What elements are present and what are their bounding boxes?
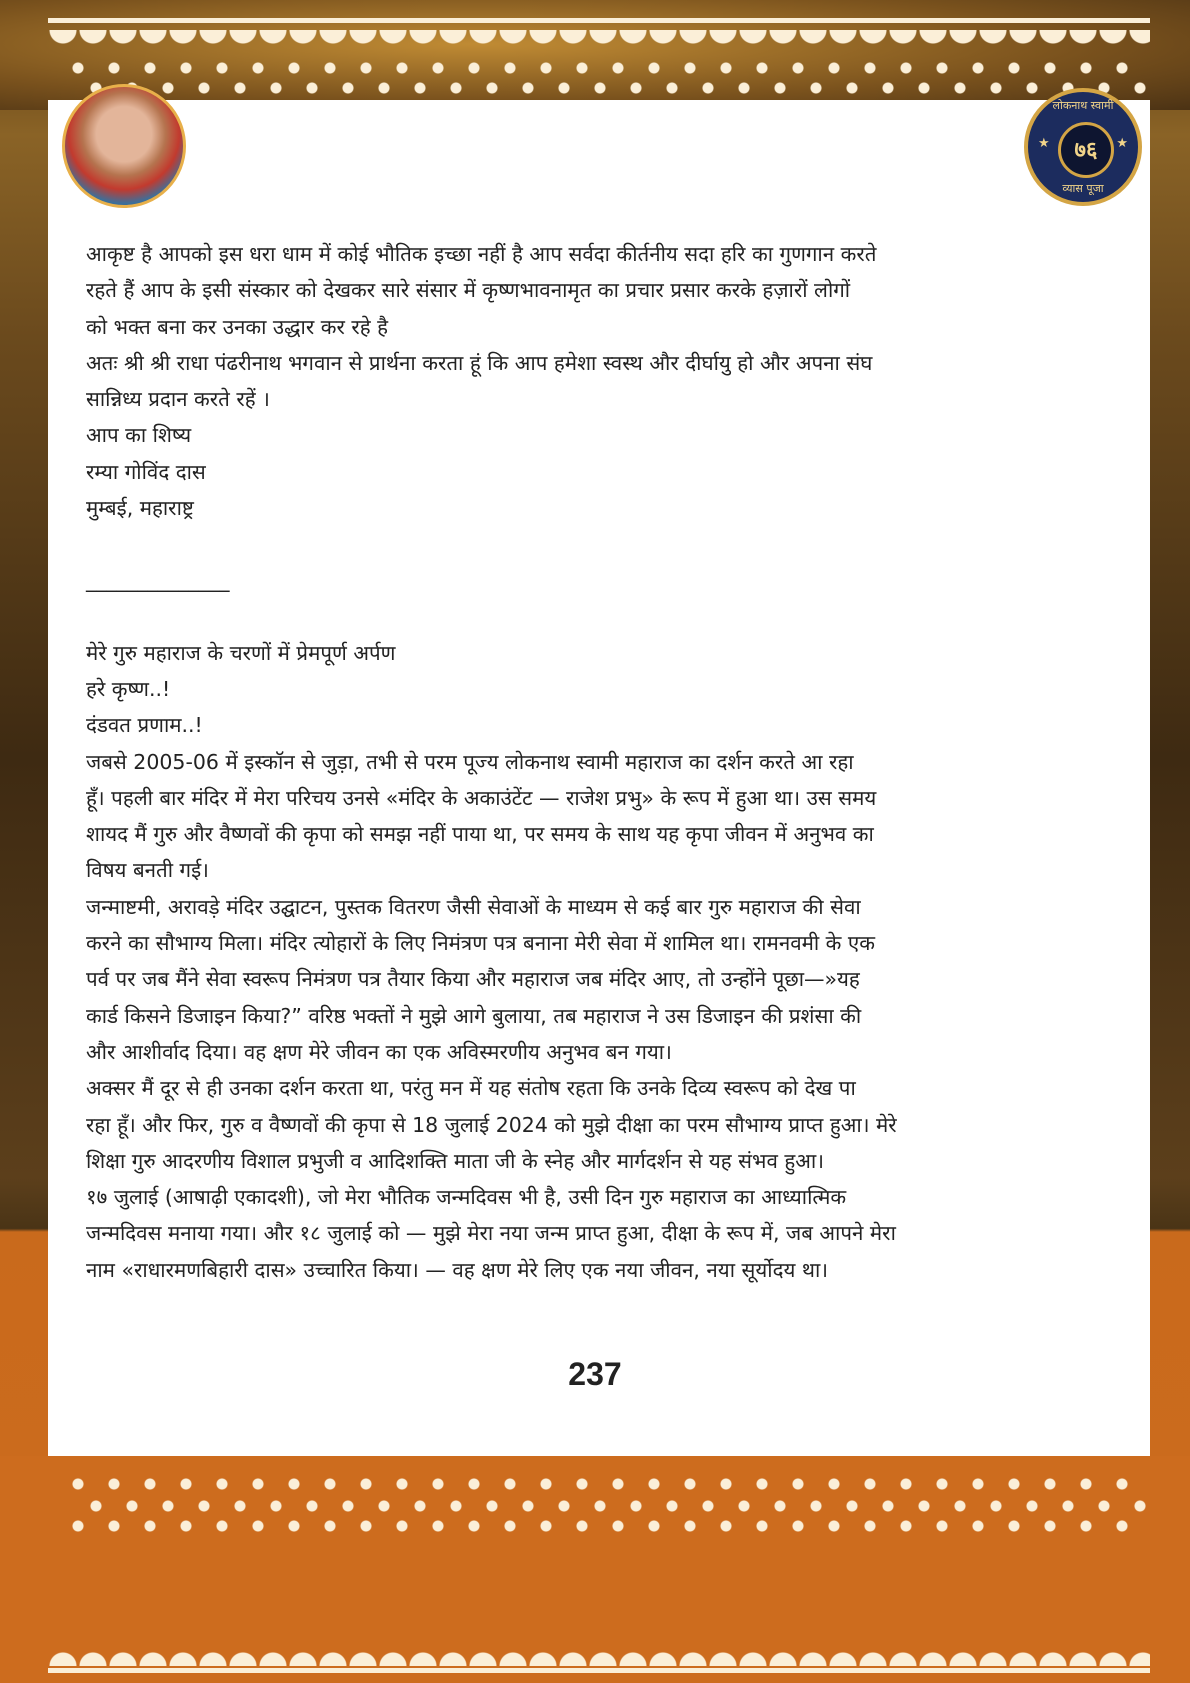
vyasa-puja-seal-logo: लोकनाथ स्वामी ★ ७६ ★ व्यास पूजा [1024,88,1142,206]
text-line: नाम «राधारमणबिहारी दास» उच्चारित किया। — वह क्षण मेरे लिए एक नया जीवन, नया सूर्योदय था। [86,1257,829,1282]
top-dot-row [78,82,1168,94]
text-line: आप का शिष्य [86,423,192,448]
text-line: शायद मैं गुरु और वैष्णवों की कृपा को समझ नहीं पाया था, पर समय के साथ यह कृपा जीवन में अनुभव का [86,822,874,847]
top-scallop-border [48,30,1150,56]
text-line: सान्निध्य प्रदान करते रहें । [86,387,270,412]
bottom-dot-row [60,1520,1150,1532]
text-line: मुम्बई, महाराष्ट्र [86,496,194,521]
letter-1 [86,236,1086,526]
text-line: अतः श्री श्री राधा पंढरीनाथ भगवान से प्रार्थना करता हूं कि आप हमेशा स्वस्थ और दीर्घायु हो और अपना संघ [86,350,873,375]
star-icon: ★ [1038,136,1050,151]
top-border-rule [48,18,1150,23]
page-number: 237 [568,1356,622,1392]
text-line: कार्ड किसने डिजाइन किया?” वरिष्ठ भक्तों ने मुझे आगे बुलाया, तब महाराज ने उस डिजाइन की प्रशंसा की [86,1003,862,1028]
separator: ______________ [86,568,230,593]
top-dot-row [60,62,1150,74]
text-line: जबसे 2005-06 में इस्कॉन से जुड़ा, तभी से परम पूज्य लोकनाथ स्वामी महाराज का दर्शन करते आ रहा [86,749,854,774]
text-line: दंडवत प्रणाम..! [86,713,203,738]
text-line: आकृष्ट है आपको इस धरा धाम में कोई भौतिक इच्छा नहीं है आप सर्वदा कीर्तनीय सदा हरि का गुणगान करते [86,242,877,266]
text-line: जन्माष्टमी, अरावड़े मंदिर उद्घाटन, पुस्तक वितरण जैसी सेवाओं के माध्यम से कई बार गुरु महाराज की सेवा [86,894,861,919]
star-icon: ★ [1116,136,1128,151]
guru-portrait-image [62,84,186,208]
bottom-dot-row [78,1500,1168,1512]
text-line: १७ जुलाई (आषाढ़ी एकादशी), जो मेरा भौतिक जन्मदिवस भी है, उसी दिन गुरु महाराज का आध्यात्मिक [86,1185,847,1210]
text-line: जन्मदिवस मनाया गया। और १८ जुलाई को — मुझे मेरा नया जन्म प्राप्त हुआ, दीक्षा के रूप में, जब आपने मेरा [86,1221,896,1246]
bottom-dot-row [60,1478,1150,1490]
text-line: करने का सौभाग्य मिला। मंदिर त्योहारों के लिए निमंत्रण पत्र बनाना मेरी सेवा में शामिल था। रामनवमी के एक [86,931,876,956]
text-line: पर्व पर जब मैंने सेवा स्वरूप निमंत्रण पत्र तैयार किया और महाराज जब मंदिर आए, तो उन्होंने पूछा—»यह [86,967,860,992]
text-line: हरे कृष्ण..! [86,676,171,701]
bottom-scallop-border [48,1640,1150,1666]
text-line: को भक्त बना कर उनका उद्धार कर रहे है [86,314,389,339]
text-line: विषय बनती गई। [86,858,209,883]
text-line: रहा हूँ। और फिर, गुरु व वैष्णवों की कृपा से 18 जुलाई 2024 को मुझे दीक्षा का परम सौभाग्य प्राप्त हुआ। मेरे [86,1112,897,1137]
text-line: शिक्षा गुरु आदरणीय विशाल प्रभुजी व आदिशक्ति माता जी के स्नेह और मार्गदर्शन से यह संभव हुआ। [86,1148,824,1173]
document-body [86,236,1086,1288]
text-line: मेरे गुरु महाराज के चरणों में प्रेमपूर्ण अर्पण [86,640,396,665]
text-line: अक्सर मैं दूर से ही उनका दर्शन करता था, परंतु मन में यह संतोष रहता कि उनके दिव्य स्वरूप को देख पा [86,1076,856,1101]
letter-2 [86,635,1086,1288]
text-line: रम्या गोविंद दास [86,459,206,484]
text-line: और आशीर्वाद दिया। वह क्षण मेरे जीवन का एक अविस्मरणीय अनुभव बन गया। [86,1039,672,1064]
text-line: रहते हैं आप के इसी संस्कार को देखकर सारे संसार में कृष्णभावनामृत का प्रचार प्रसार करके हज़ारों लोगों [86,278,851,303]
bottom-border-rule [48,1668,1150,1673]
text-line: हूँ। पहली बार मंदिर में मेरा परिचय उनसे «मंदिर के अकाउंटेंट — राजेश प्रभु» के रूप में हुआ था। उस समय [86,785,877,810]
